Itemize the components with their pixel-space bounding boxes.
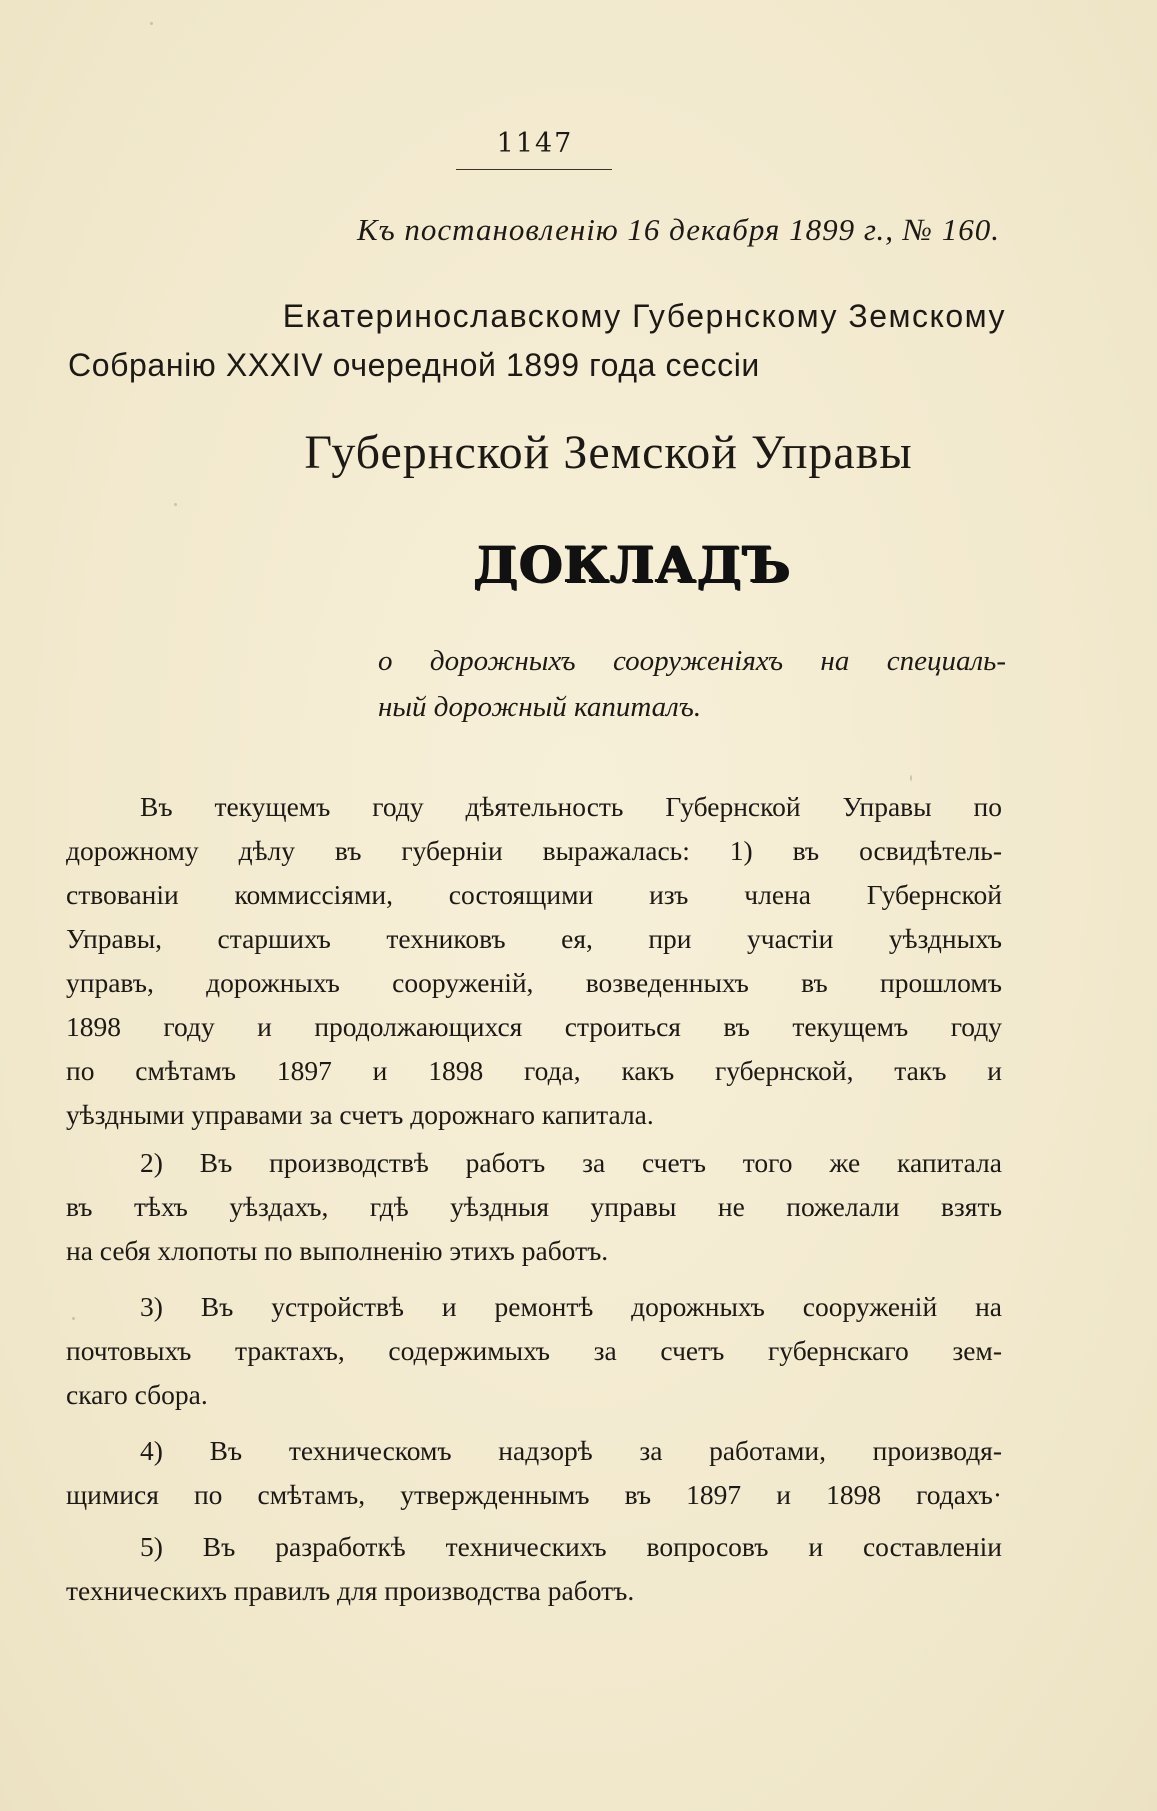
paragraph-line: техническихъ правилъ для производства работъ. — [66, 1575, 635, 1606]
subject-line-1: о дорожныхъ сооруженіяхъ на специаль- — [378, 645, 1006, 677]
paragraph-line: 2) Въ производствѣ работъ за счетъ того же капитала — [140, 1147, 1002, 1178]
paragraph-3 — [66, 1285, 1002, 1417]
paragraph-line: Въ текущемъ году дѣятельность Губернской Управы по — [140, 791, 1002, 822]
paper-speck — [150, 22, 153, 25]
resolution-reference: Къ постановленію 16 декабря 1899 г., № 160. — [357, 212, 1000, 247]
paragraph-line: управъ, дорожныхъ сооруженій, возведенныхъ въ прошломъ — [66, 967, 1002, 998]
paragraph-4 — [66, 1429, 1002, 1517]
paragraph-line: дорожному дѣлу въ губерніи выражалась: 1) въ освидѣтель- — [66, 835, 1002, 866]
paragraph-line: на себя хлопоты по выполненію этихъ работъ. — [66, 1235, 609, 1266]
paper-speck — [910, 775, 912, 781]
paragraph-line: 5) Въ разработкѣ техническихъ вопросовъ и составленіи — [140, 1531, 1002, 1562]
paragraph-line: по смѣтамъ 1897 и 1898 года, какъ губернской, такъ и — [66, 1055, 1002, 1086]
paragraph-1 — [66, 785, 1002, 1137]
paragraph-line: ствованіи коммиссіями, состоящими изъ члена Губернской — [66, 879, 1002, 910]
paragraph-2 — [66, 1141, 1002, 1273]
paragraph-line: уѣздными управами за счетъ дорожнаго капитала. — [66, 1099, 654, 1130]
addressee-heading — [68, 292, 1006, 390]
document-type-heading: ДОКЛАДЪ — [473, 535, 792, 594]
report-body — [66, 785, 1002, 1613]
addressee-line-2: Собранію XXXIV очередной 1899 года сессіи — [68, 347, 760, 383]
paragraph-line: 3) Въ устройствѣ и ремонтѣ дорожныхъ сооруженій на — [140, 1291, 1002, 1322]
paper-speck — [72, 1317, 75, 1320]
paragraph-line: въ тѣхъ уѣздахъ, гдѣ уѣздныя управы не пожелали взять — [66, 1191, 1002, 1222]
paragraph-line: 1898 году и продолжающихся строиться въ текущемъ году — [66, 1011, 1002, 1042]
paragraph-line: скаго сбора. — [66, 1379, 208, 1410]
paragraph-5 — [66, 1525, 1002, 1613]
issuer-heading: Губернской Земской Управы — [304, 426, 913, 479]
paper-speck — [174, 503, 177, 506]
paragraph-line: Управы, старшихъ техниковъ ея, при участіи уѣздныхъ — [66, 923, 1002, 954]
paragraph-line: 4) Въ техническомъ надзорѣ за работами, производя- — [140, 1435, 1002, 1466]
subject-line-2: ный дорожный капиталъ. — [378, 691, 702, 723]
report-subject — [378, 638, 1006, 730]
paragraph-line: почтовыхъ трактахъ, содержимыхъ за счетъ губернскаго зем- — [66, 1335, 1002, 1366]
paragraph-line: щимися по смѣтамъ, утвержденнымъ въ 1897 и 1898 годахъ· — [66, 1479, 1002, 1510]
page-number-rule — [456, 169, 612, 170]
page-number: 1147 — [496, 128, 574, 159]
addressee-line-1: Екатеринославскому Губернскому Земскому — [282, 298, 1006, 334]
